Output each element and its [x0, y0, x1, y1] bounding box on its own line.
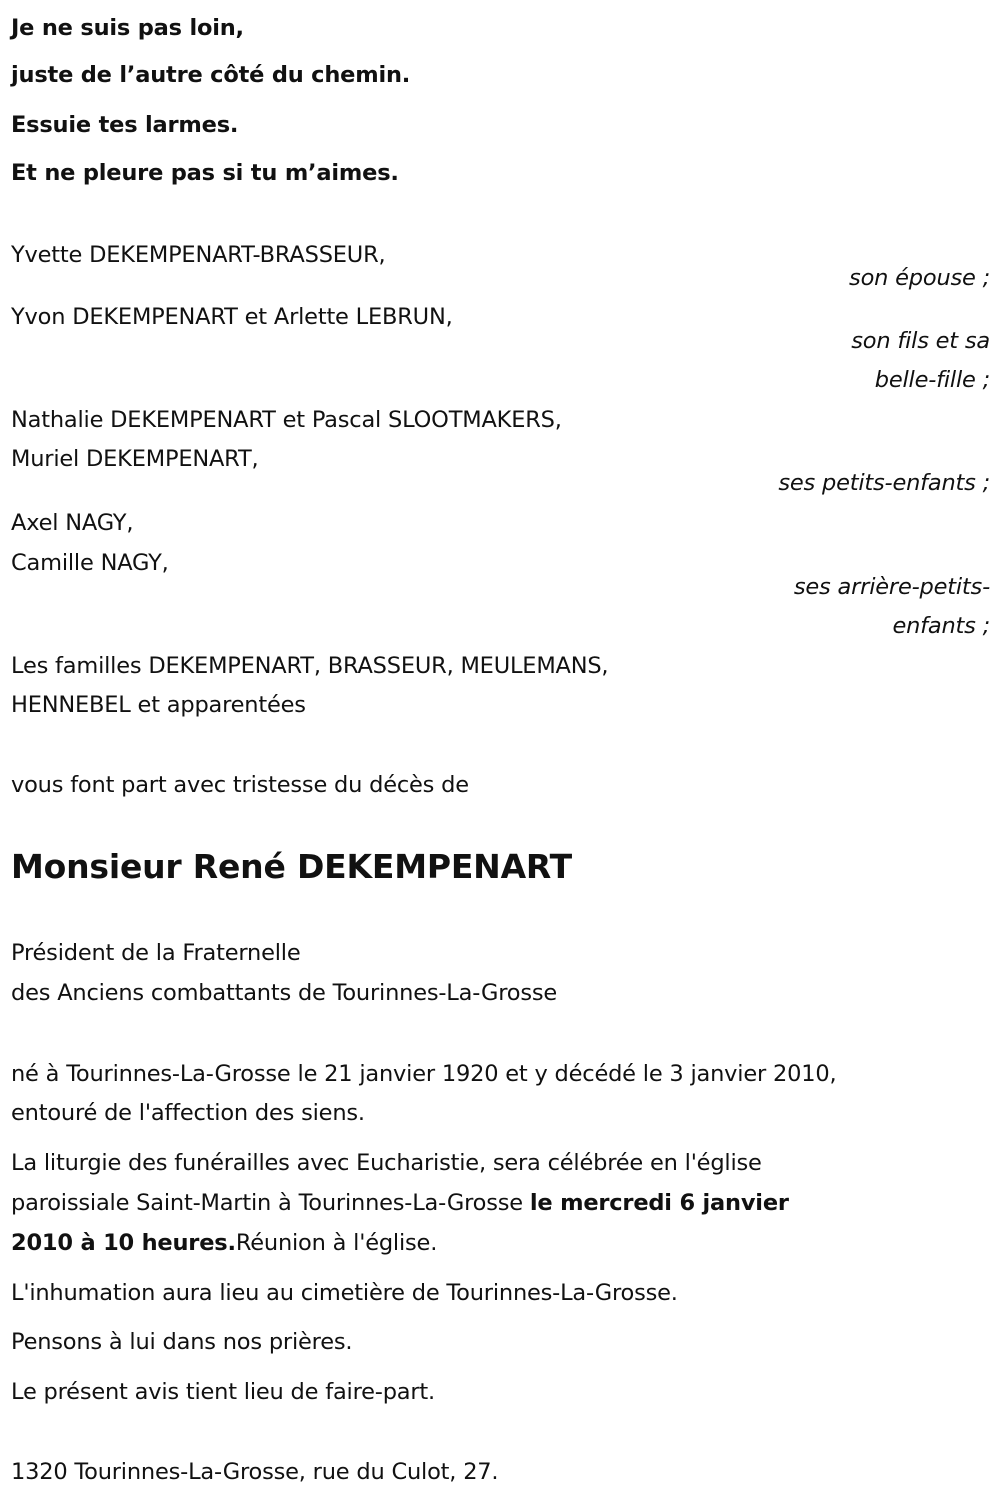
- son-relation: son fils et sa: [851, 328, 990, 354]
- birth-death-line: né à Tourinnes-La-Grosse le 21 janvier 1920 et y décédé le 3 janvier 2010,: [11, 1061, 837, 1087]
- deceased-name: Monsieur René DEKEMPENART: [11, 847, 572, 886]
- funeral-text: Réunion à l'église.: [235, 1230, 438, 1256]
- grandchild-name: Nathalie DEKEMPENART et Pascal SLOOTMAKERS,: [11, 407, 562, 433]
- spouse-relation: son épouse ;: [849, 265, 990, 291]
- funeral-text: paroissiale Saint-Martin à Tourinnes-La-Grosse: [11, 1190, 530, 1216]
- poem-line: Essuie tes larmes.: [11, 112, 239, 138]
- prayer-line: Pensons à lui dans nos prières.: [11, 1329, 353, 1355]
- notice-line: Le présent avis tient lieu de faire-part.: [11, 1379, 436, 1405]
- poem-line: juste de l’autre côté du chemin.: [11, 62, 411, 88]
- funeral-date: le mercredi 6 janvier: [529, 1190, 789, 1216]
- title-line: Président de la Fraternelle: [11, 940, 301, 966]
- great-grandchild-name: Axel NAGY,: [11, 510, 134, 536]
- spouse-name: Yvette DEKEMPENART-BRASSEUR,: [11, 242, 386, 268]
- funeral-line: [11, 1188, 789, 1218]
- funeral-time: 2010 à 10 heures.: [11, 1230, 236, 1256]
- address: 1320 Tourinnes-La-Grosse, rue du Culot, 27.: [11, 1459, 499, 1485]
- burial-info: L'inhumation aura lieu au cimetière de Tourinnes-La-Grosse.: [11, 1280, 678, 1306]
- families-line: Les familles DEKEMPENART, BRASSEUR, MEULEMANS,: [11, 653, 609, 679]
- announcement: vous font part avec tristesse du décès de: [11, 772, 469, 798]
- poem-line: Je ne suis pas loin,: [11, 15, 244, 41]
- funeral-line: La liturgie des funérailles avec Eucharistie, sera célébrée en l'église: [11, 1150, 762, 1176]
- great-grandchildren-relation: enfants ;: [892, 613, 990, 639]
- son-relation: belle-fille ;: [874, 367, 990, 393]
- great-grandchildren-relation: ses arrière-petits-: [793, 574, 990, 600]
- grandchildren-relation: ses petits-enfants ;: [778, 470, 990, 496]
- grandchild-name: Muriel DEKEMPENART,: [11, 446, 259, 472]
- poem-line: Et ne pleure pas si tu m’aimes.: [11, 160, 399, 186]
- funeral-line: [11, 1228, 437, 1258]
- birth-death-line: entouré de l'affection des siens.: [11, 1100, 365, 1126]
- great-grandchild-name: Camille NAGY,: [11, 550, 169, 576]
- son-name: Yvon DEKEMPENART et Arlette LEBRUN,: [11, 304, 453, 330]
- title-line: des Anciens combattants de Tourinnes-La-Grosse: [11, 980, 558, 1006]
- families-line: HENNEBEL et apparentées: [11, 692, 306, 718]
